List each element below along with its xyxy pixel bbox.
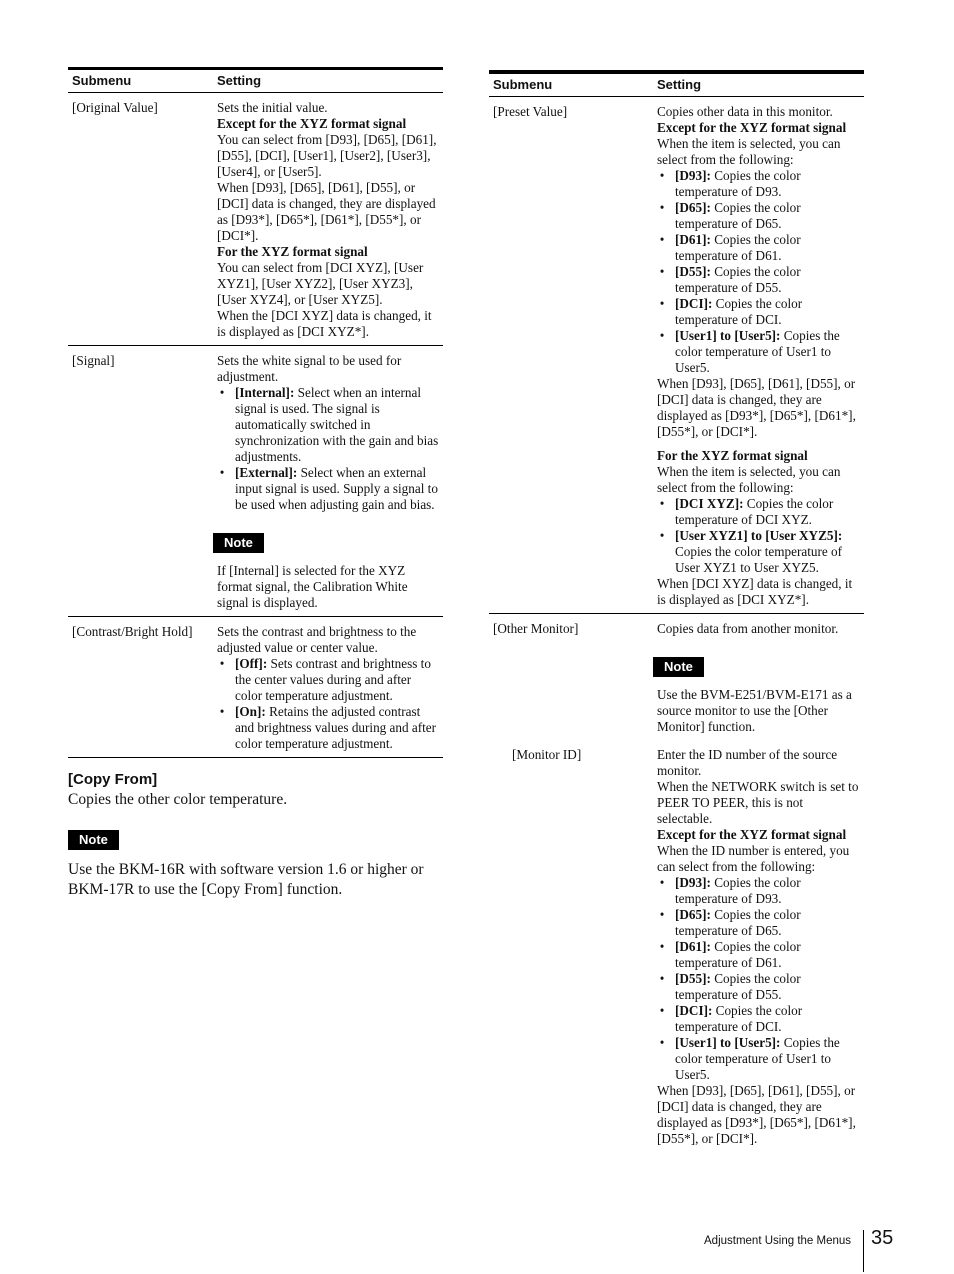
option-text: Select when an internal signal is used. The signal is automatically switched in synchronization with the gain and bias adjustments. <box>235 385 439 464</box>
option-title: [User1] to [User5]: <box>675 328 781 343</box>
list-item <box>675 168 860 200</box>
list-item <box>235 704 439 752</box>
setting-text: Sets the initial value. <box>217 100 328 115</box>
submenu-original-value: [Original Value] <box>68 93 213 346</box>
list-item <box>675 875 860 907</box>
note-badge: Note <box>653 657 704 677</box>
subheading: Except for the XYZ format signal <box>657 120 847 135</box>
option-text: Copies the color temperature of User XYZ1 to User XYZ5. <box>675 544 842 575</box>
copy-from-section <box>68 770 443 900</box>
list-item <box>235 385 439 465</box>
submenu-preset-value: [Preset Value] <box>489 97 653 614</box>
subheading: For the XYZ format signal <box>657 448 808 463</box>
setting-text: When the NETWORK switch is set to PEER TO PEER, this is not selectable. <box>657 779 859 826</box>
option-title: [On]: <box>235 704 266 719</box>
list-item <box>675 1035 860 1083</box>
option-list <box>657 875 860 1083</box>
option-title: [Off]: <box>235 656 268 671</box>
table-row <box>489 740 864 1152</box>
option-text: Copies the color temperature of D93. <box>675 875 801 906</box>
setting-text: When the item is selected, you can select from the following: <box>657 464 841 495</box>
setting-original-value <box>213 93 443 346</box>
submenu-contrast-bright-hold: [Contrast/Bright Hold] <box>68 617 213 758</box>
left-settings-table <box>68 67 443 758</box>
list-item <box>675 907 860 939</box>
setting-text: When [D93], [D65], [D61], [D55], or [DCI] data is changed, they are displayed as [D93*], [D65*], [D61*], [D55*], or [DCI*]. <box>217 180 436 243</box>
header-submenu: Submenu <box>68 69 213 93</box>
setting-text: You can select from [D93], [D65], [D61], [D55], [DCI], [User1], [User2], [User3], [User4], or [User5]. <box>217 132 437 179</box>
setting-monitor-id <box>653 740 864 1152</box>
setting-text: When the item is selected, you can select from the following: <box>657 136 841 167</box>
subheading: Except for the XYZ format signal <box>217 116 407 131</box>
subheading: Except for the XYZ format signal <box>657 827 847 842</box>
option-list <box>657 496 860 576</box>
copy-from-note-text: Use the BKM-16R with software version 1.6 or higher or BKM-17R to use the [Copy From] function. <box>68 861 424 898</box>
header-setting: Setting <box>213 69 443 93</box>
option-title: [D55]: <box>675 971 711 986</box>
header-submenu: Submenu <box>489 72 653 97</box>
option-list <box>657 168 860 376</box>
copy-from-heading: [Copy From] <box>68 771 158 788</box>
option-text: Copies the color temperature of DCI XYZ. <box>675 496 834 527</box>
submenu-signal: [Signal] <box>68 346 213 617</box>
table-row <box>489 614 864 741</box>
setting-text: When [DCI XYZ] data is changed, it is displayed as [DCI XYZ*]. <box>657 576 853 607</box>
setting-other-monitor <box>653 614 864 741</box>
copy-from-text: Copies the other color temperature. <box>68 791 288 808</box>
setting-text: You can select from [DCI XYZ], [User XYZ1], [User XYZ2], [User XYZ3], [User XYZ4], or [User XYZ5]. <box>217 260 424 307</box>
option-title: [DCI]: <box>675 1003 713 1018</box>
setting-text: When [D93], [D65], [D61], [D55], or [DCI] data is changed, they are displayed as [D93*], [D65*], [D61*], [D55*], or [DCI*]. <box>657 376 856 439</box>
option-title: [User XYZ1] to [User XYZ5]: <box>675 528 843 543</box>
option-list <box>217 385 439 513</box>
option-list <box>217 656 439 752</box>
setting-text: When the [DCI XYZ] data is changed, it is displayed as [DCI XYZ*]. <box>217 308 432 339</box>
footer-divider <box>863 1230 864 1272</box>
header-setting: Setting <box>653 72 864 97</box>
setting-text: Copies other data in this monitor. <box>657 104 833 119</box>
option-text: Sets contrast and brightness to the center values during and after color temperature adjustment. <box>235 656 431 703</box>
setting-text: When [D93], [D65], [D61], [D55], or [DCI] data is changed, they are displayed as [D93*], [D65*], [D61*], [D55*], or [DCI*]. <box>657 1083 856 1146</box>
right-column <box>489 70 864 1152</box>
list-item <box>675 496 860 528</box>
option-title: [DCI]: <box>675 296 713 311</box>
option-title: [DCI XYZ]: <box>675 496 744 511</box>
note-badge: Note <box>68 830 119 850</box>
option-title: [D61]: <box>675 232 711 247</box>
setting-text: When the ID number is entered, you can select from the following: <box>657 843 850 874</box>
option-text: Copies the color temperature of D93. <box>675 168 801 199</box>
right-settings-table <box>489 70 864 1152</box>
option-title: [Internal]: <box>235 385 295 400</box>
setting-text: Sets the white signal to be used for adjustment. <box>217 353 402 384</box>
option-title: [D93]: <box>675 168 711 183</box>
submenu-monitor-id: [Monitor ID] <box>512 747 582 762</box>
setting-preset-value <box>653 97 864 614</box>
page-number: 35 <box>871 1227 894 1249</box>
note-text: Use the BVM-E251/BVM-E171 as a source monitor to use the [Other Monitor] function. <box>657 687 852 734</box>
submenu-other-monitor: [Other Monitor] <box>493 621 579 636</box>
list-item <box>675 1003 860 1035</box>
list-item <box>675 939 860 971</box>
option-title: [D65]: <box>675 907 711 922</box>
table-row <box>489 97 864 614</box>
option-text: Copies the color temperature of DCI. <box>675 1003 803 1034</box>
option-title: [External]: <box>235 465 298 480</box>
setting-contrast-bright-hold <box>213 617 443 758</box>
option-title: [User1] to [User5]: <box>675 1035 781 1050</box>
list-item <box>675 264 860 296</box>
option-text: Copies the color temperature of User1 to User5. <box>675 328 840 375</box>
option-title: [D61]: <box>675 939 711 954</box>
setting-text: Copies data from another monitor. <box>657 621 839 636</box>
option-text: Copies the color temperature of D65. <box>675 907 801 938</box>
option-text: Copies the color temperature of User1 to User5. <box>675 1035 840 1082</box>
setting-text: Enter the ID number of the source monitor. <box>657 747 838 778</box>
option-text: Copies the color temperature of D61. <box>675 232 801 263</box>
table-row <box>68 617 443 758</box>
option-text: Copies the color temperature of D55. <box>675 971 801 1002</box>
subheading: For the XYZ format signal <box>217 244 368 259</box>
option-text: Retains the adjusted contrast and brightness values during and after color temperature adjustment. <box>235 704 437 751</box>
table-row <box>68 346 443 617</box>
option-title: [D65]: <box>675 200 711 215</box>
list-item <box>675 296 860 328</box>
table-row <box>68 93 443 346</box>
list-item <box>675 200 860 232</box>
option-text: Select when an external input signal is used. Supply a signal to be used when adjusting gain and bias. <box>235 465 438 512</box>
left-column <box>68 67 443 900</box>
note-text: If [Internal] is selected for the XYZ format signal, the Calibration White signal is displayed. <box>217 563 408 610</box>
list-item <box>675 528 860 576</box>
list-item <box>235 465 439 513</box>
list-item <box>675 971 860 1003</box>
option-text: Copies the color temperature of D65. <box>675 200 801 231</box>
footer-section-label: Adjustment Using the Menus <box>704 1235 852 1247</box>
list-item <box>675 328 860 376</box>
option-title: [D55]: <box>675 264 711 279</box>
list-item <box>235 656 439 704</box>
option-text: Copies the color temperature of D55. <box>675 264 801 295</box>
note-badge: Note <box>213 533 264 553</box>
list-item <box>675 232 860 264</box>
option-text: Copies the color temperature of DCI. <box>675 296 803 327</box>
option-text: Copies the color temperature of D61. <box>675 939 801 970</box>
option-title: [D93]: <box>675 875 711 890</box>
setting-signal <box>213 346 443 617</box>
setting-text: Sets the contrast and brightness to the adjusted value or center value. <box>217 624 417 655</box>
